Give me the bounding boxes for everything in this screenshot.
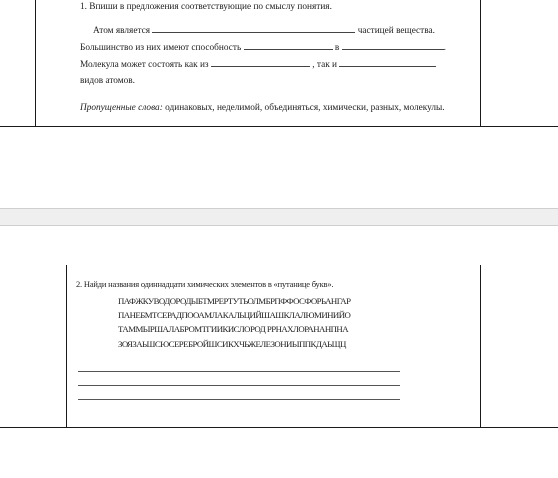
blank-field[interactable] — [152, 24, 355, 33]
page-border-left-bottom — [66, 265, 67, 427]
blank-field[interactable] — [211, 58, 310, 67]
page-border-right-top — [480, 0, 481, 127]
blank-field[interactable] — [339, 58, 436, 67]
answer-line[interactable] — [78, 371, 400, 372]
letter-grid-row: ТАММЫРШАЛАБРОМТГИИКИСЛОРОД РРНАХЛОРАНАНПНА — [118, 324, 349, 334]
letter-grid-row: ПАФЖКУВОДОРОДЫБТМРЕРТУТЬОЛМБРПФФОСФОРЬАНГАР — [118, 296, 351, 306]
task1-line1 — [93, 24, 435, 37]
task1-line2-end: . — [443, 43, 446, 53]
section-divider-top — [0, 126, 558, 127]
task1-line4: видов атомов. — [80, 76, 136, 86]
answer-line[interactable] — [78, 385, 400, 386]
task1-line1-start: Атом является — [93, 26, 151, 36]
blank-field[interactable] — [342, 41, 444, 50]
task1-line2-mid: в — [334, 43, 340, 53]
page-gap — [0, 208, 558, 226]
section-divider-bottom — [0, 427, 558, 428]
task1-heading: 1. Впиши в предложения соответствующие по смыслу понятия. — [80, 2, 332, 12]
task1-line2-start: Большинство из них имеют способность — [80, 43, 242, 53]
blank-field[interactable] — [244, 41, 333, 50]
task2-heading: 2. Найди названия одиннадцати химических элементов в «путанице букв». — [76, 279, 334, 289]
letter-grid-row: ЗОЯЗАЬШСЮСЕРЕБРОЙШСИКХЧЬЖЕЛЕЗОНИЫППКДАЬЩЦ — [118, 339, 346, 349]
missing-words-list: одинаковых, неделимой, объединяться, химически, разных, молекулы. — [165, 103, 445, 113]
missing-words-label: Пропущенные слова: — [80, 103, 163, 113]
page-border-right-bottom — [480, 265, 481, 427]
answer-line[interactable] — [78, 399, 400, 400]
task1-line3 — [80, 58, 436, 71]
task1-line3-start: Молекула может состоять как из — [80, 60, 209, 70]
task1-line3-mid: , так и — [312, 60, 338, 70]
task1-line1-end: частицей вещества. — [357, 26, 435, 36]
task1-missing-words — [80, 103, 445, 114]
page-border-left-top — [35, 0, 36, 127]
letter-grid-row: ПАНЕБМТСЕРАДПООАМЛАКАЛЬЦИЙШАШКЛАЛЮМИНИЙО — [118, 310, 351, 320]
task1-line2 — [80, 41, 446, 54]
